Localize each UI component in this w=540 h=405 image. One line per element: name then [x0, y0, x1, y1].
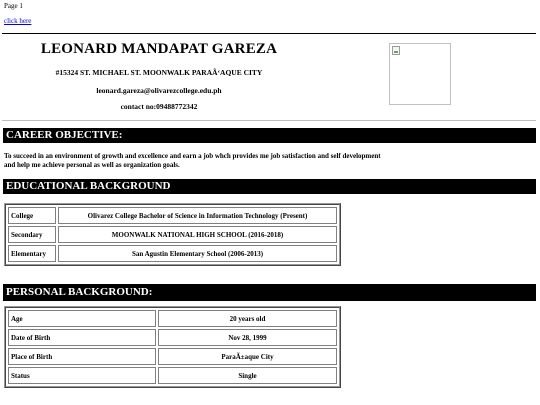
- table-row: [8, 367, 337, 384]
- personal-label-age: Age: [8, 310, 156, 327]
- education-level-secondary: Secondary: [8, 226, 56, 243]
- personal-label-dob: Date of Birth: [8, 329, 156, 346]
- broken-image-icon: [392, 46, 400, 55]
- top-divider: [2, 33, 536, 34]
- education-school-secondary: MOONWALK NATIONAL HIGH SCHOOL (2016-2018): [58, 226, 337, 243]
- personal-table: [4, 306, 341, 388]
- profile-photo: [389, 43, 451, 105]
- education-school-elementary: San Agustin Elementary School (2006-2013): [58, 245, 337, 262]
- table-row: [8, 329, 337, 346]
- contact-line: contact no:09488772342: [120, 102, 198, 111]
- table-row: [8, 348, 337, 365]
- applicant-name: LEONARD MANDAPAT GAREZA: [40, 41, 278, 57]
- personal-background-heading: PERSONAL BACKGROUND:: [3, 284, 536, 301]
- click-here-link[interactable]: click here: [4, 17, 32, 25]
- personal-value-dob: Nov 28, 1999: [158, 329, 337, 346]
- table-row: [8, 207, 337, 224]
- personal-label-birthplace: Place of Birth: [8, 348, 156, 365]
- email-line: leonard.gareza@olivarezcollege.edu.ph: [96, 86, 222, 95]
- education-heading: EDUCATIONAL BACKGROUND: [3, 179, 536, 194]
- education-table: [4, 203, 341, 266]
- table-row: [8, 226, 337, 243]
- table-row: [8, 245, 337, 262]
- career-objective-text: To succeed in an environment of growth and excellence and earn a job whch provides me job satisfaction and self development and help me achieve personal as well as organization goals.: [4, 152, 381, 169]
- education-level-elementary: Elementary: [8, 245, 56, 262]
- personal-value-birthplace: ParaÃ±aque City: [158, 348, 337, 365]
- career-objective-heading: CAREER OBJECTIVE:: [3, 128, 536, 143]
- personal-value-age: 20 years old: [158, 310, 337, 327]
- table-row: [8, 310, 337, 327]
- personal-label-status: Status: [8, 367, 156, 384]
- header-divider: [2, 120, 536, 121]
- address-line: #15324 ST. MICHAEL ST. MOONWALK PARAÃ‘AQUE CITY: [55, 68, 263, 77]
- education-level-college: College: [8, 207, 56, 224]
- education-school-college: Olivarez College Bachelor of Science in Information Technology (Present): [58, 207, 337, 224]
- page-label: Page 1: [4, 2, 23, 10]
- personal-value-status: Single: [158, 367, 337, 384]
